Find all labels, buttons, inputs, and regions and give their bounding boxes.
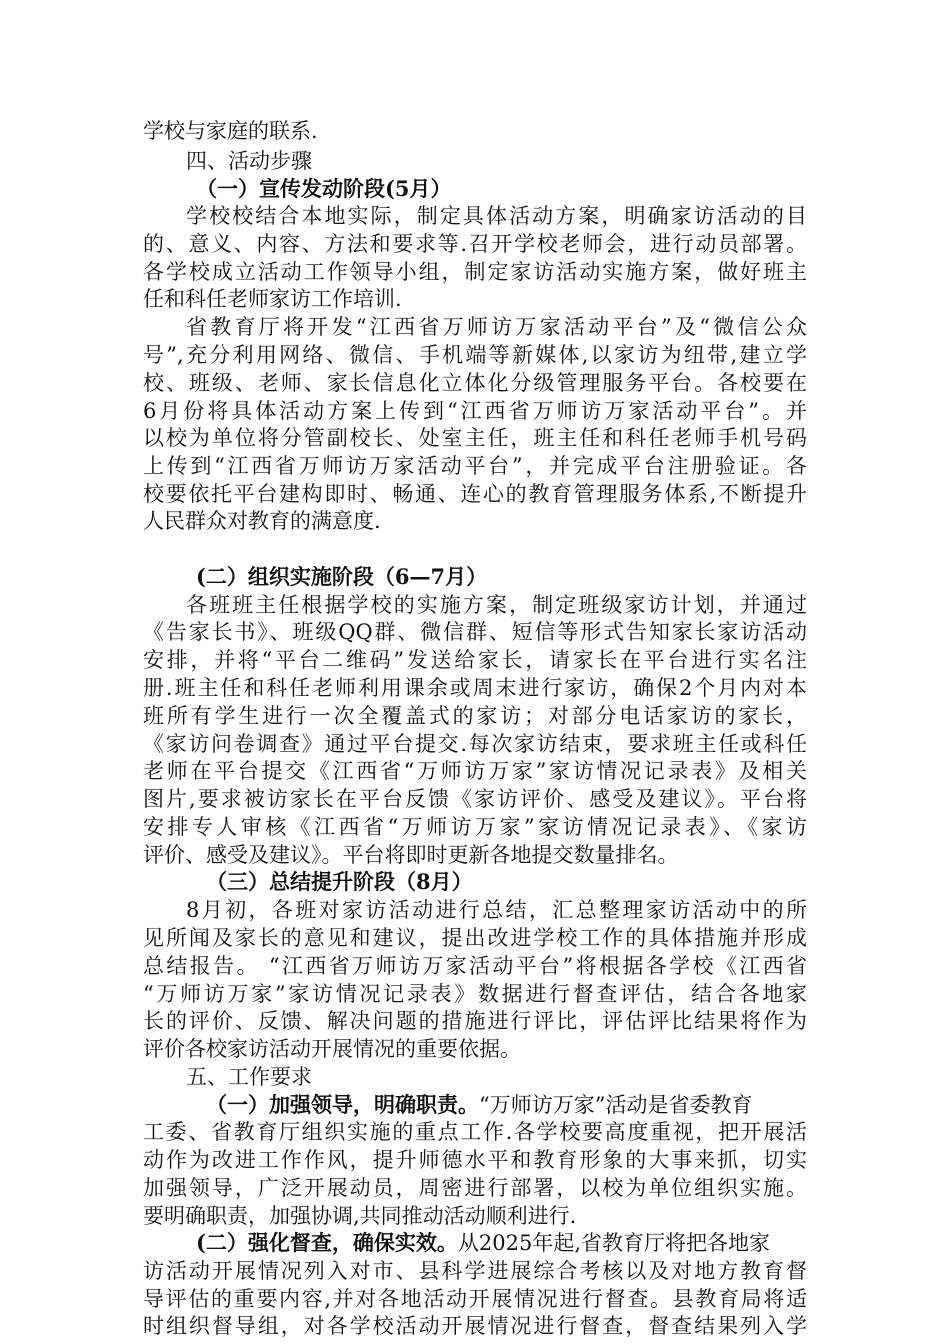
line-rest: 从2025年起,省教育厅将把各地家 [457, 1231, 771, 1255]
paragraph-line: 上传到“江西省万师访万家活动平台”，并完成平台注册验证。各 [143, 454, 807, 478]
section-heading: 五、工作要求 [186, 1065, 312, 1089]
paragraph-line: 省教育厅将开发“江西省万师访万家活动平台”及“微信公众 [186, 315, 807, 339]
paragraph-line: 的、意义、内容、方法和要求等.召开学校老师会，进行动员部署。 [143, 232, 807, 256]
paragraph-line: “万师访万家”家访情况记录表》数据进行督查评估，结合各地家 [143, 982, 807, 1006]
line-rest: “万师访万家”活动是省委教育 [479, 1093, 753, 1117]
paragraph-line: 号”,充分利用网络、微信、手机端等新媒体,以家访为纽带,建立学 [143, 343, 807, 367]
paragraph-line: 《告家长书》、班级QQ群、微信群、短信等形式告知家长家访活动 [143, 620, 807, 644]
paragraph-line: 册.班主任和科任老师利用课余或周末进行家访，确保2个月内对本 [143, 676, 807, 700]
paragraph-line: 时组织督导组，对各学校活动开展情况进行督查，督查结果列入学 [143, 1314, 807, 1338]
subsection-heading: (二）组织实施阶段（6—7月） [196, 564, 488, 589]
subsection-heading: （三）总结提升阶段（8月） [206, 869, 473, 894]
paragraph-line: 老师在平台提交《江西省“万师访万家”家访情况记录表》及相关 [143, 759, 807, 783]
paragraph-line: 总结报告。 “江西省万师访万家活动平台”将根据各学校《江西省 [143, 954, 807, 978]
paragraph-line: 要明确职责，加强协调,共同推动活动顺利进行. [143, 1204, 577, 1228]
subsection-heading: （一）宣传发动阶段(5月） [196, 176, 452, 201]
paragraph-line: 任和科任老师家访工作培训. [143, 287, 402, 311]
paragraph-line: 8月初，各班对家访活动进行总结，汇总整理家访活动中的所 [186, 898, 807, 922]
paragraph-line: 见所闻及家长的意见和建议，提出改进学校工作的具体措施并形成 [143, 926, 807, 950]
paragraph-line: 导评估的重要内容,并对各地活动开展情况进行督查。县教育局将适 [143, 1287, 807, 1311]
paragraph-line: 图片,要求被访家长在平台反馈《家访评价、感受及建议》。平台将 [143, 787, 807, 811]
paragraph-line: 人民群众对教育的满意度. [143, 509, 381, 533]
bold-lead: (二）强化督查，确保实效。 [196, 1230, 458, 1255]
paragraph-line: 动作为改进工作作风，提升师德水平和教育形象的大事来抓，切实 [143, 1148, 807, 1172]
paragraph-line: 访活动开展情况列入对市、县科学进展综合考核以及对地方教育督 [143, 1259, 807, 1283]
paragraph-line: 安排，并将“平台二维码”发送给家长，请家长在平台进行实名注 [143, 648, 807, 672]
paragraph-line: 评价、感受及建议》。平台将即时更新各地提交数量排名。 [143, 843, 679, 867]
paragraph-line: 各学校成立活动工作领导小组，制定家访活动实施方案，做好班主 [143, 260, 807, 284]
paragraph-line: 工委、省教育厅组织实施的重点工作.各学校要高度重视，把开展活 [143, 1120, 807, 1144]
paragraph-line: 班所有学生进行一次全覆盖式的家访；对部分电话家访的家长， [143, 704, 807, 728]
paragraph-line [206, 1090, 807, 1120]
paragraph-line: 校、班级、老师、家长信息化立体化分级管理服务平台。各校要在 [143, 371, 807, 395]
paragraph-line: 长的评价、反馈、解决问题的措施进行评比，评估评比结果将作为 [143, 1009, 807, 1033]
paragraph-line: 安排专人审核《江西省“万师访万家”家访情况记录表》、《家访 [143, 815, 807, 839]
section-heading: 四、活动步骤 [186, 149, 312, 173]
paragraph-line: 评价各校家访活动开展情况的重要依据。 [143, 1037, 521, 1061]
paragraph-line: 校要依托平台建构即时、畅通、连心的教育管理服务体系,不断提升 [143, 482, 807, 506]
bold-lead: （一）加强领导，明确职责。 [206, 1092, 479, 1117]
paragraph-line: 加强领导，广泛开展动员，周密进行部署，以校为单位组织实施。 [143, 1176, 807, 1200]
paragraph-line: 《家访问卷调查》通过平台提交.每次家访结束，要求班主任或科任 [143, 732, 807, 756]
paragraph-line: 学校校结合本地实际，制定具体活动方案，明确家访活动的目 [186, 204, 807, 228]
paragraph-line: 各班班主任根据学校的实施方案，制定班级家访计划，并通过 [186, 593, 807, 617]
text-line: 学校与家庭的联系. [143, 119, 318, 143]
paragraph-line: 以校为单位将分管副校长、处室主任，班主任和科任老师手机号码 [143, 426, 807, 450]
paragraph-line: 6月份将具体活动方案上传到“江西省万师访万家活动平台”。并 [143, 399, 807, 423]
paragraph-line [196, 1228, 807, 1258]
